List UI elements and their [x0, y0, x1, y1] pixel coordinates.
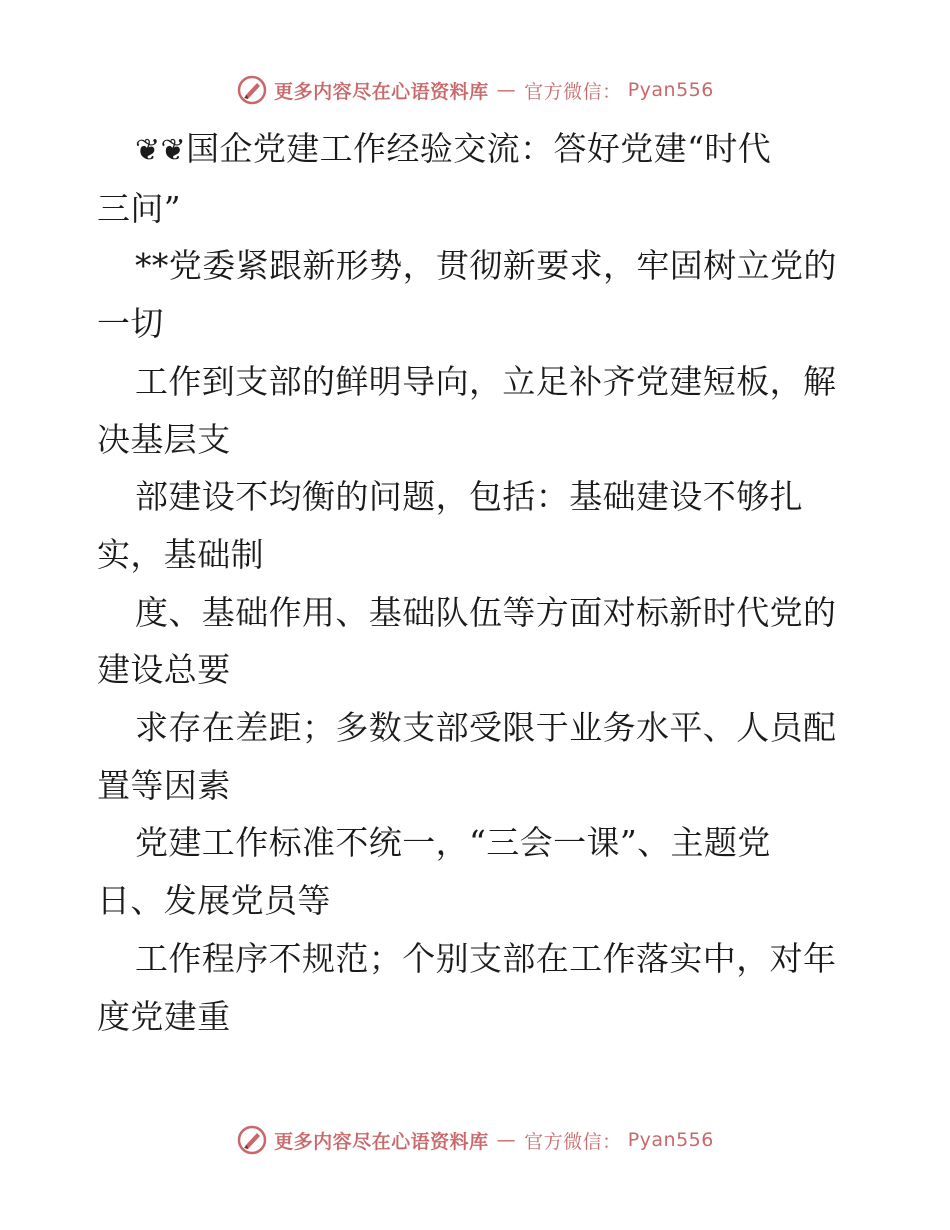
paragraph-line: 度、基础作用、基础队伍等方面对标新时代党的: [135, 592, 837, 632]
paragraph-line: 工作程序不规范；个别支部在工作落实中，对年: [135, 938, 837, 978]
header-watermark: [0, 70, 950, 110]
watermark-text: 更多内容尽在心语资料库: [274, 80, 489, 103]
paragraph-line: **党委紧跟新形势，贯彻新要求，牢固树立党的: [135, 246, 837, 286]
document-body: [97, 120, 857, 1045]
watermark-wechat-id: Pyan556: [627, 79, 714, 101]
paragraph-line: 建设总要: [97, 650, 231, 690]
pen-logo-icon: [236, 74, 268, 106]
document-title-line-1: [97, 120, 857, 180]
pen-logo-icon: [236, 1124, 268, 1156]
watermark-text: 更多内容尽在心语资料库: [274, 1130, 489, 1153]
watermark-wechat-id: Pyan556: [627, 1129, 714, 1151]
paragraph-line: 实，基础制: [97, 534, 264, 574]
paragraph-line: 一切: [97, 304, 164, 344]
document-title-line-2: 三问”: [97, 188, 182, 228]
watermark-wechat-label: 官方微信：: [524, 80, 622, 103]
document-title-text: 国企党建工作经验交流：答好党建“时代: [186, 129, 772, 168]
paragraph-line: 置等因素: [97, 765, 231, 805]
watermark-dash: —: [496, 1129, 517, 1151]
paragraph-line: 部建设不均衡的问题，包括：基础建设不够扎: [135, 477, 803, 517]
paragraph-line: 日、发展党员等: [97, 881, 331, 921]
fleuron-ornament-icon: ❦❦: [135, 133, 187, 168]
paragraph-line: 工作到支部的鲜明导向，立足补齐党建短板，解: [135, 361, 837, 401]
footer-watermark: [0, 1120, 950, 1160]
paragraph-line: 党建工作标准不统一，“三会一课”、主题党: [135, 823, 771, 863]
watermark-wechat-label: 官方微信：: [524, 1130, 622, 1153]
paragraph-line: 决基层支: [97, 419, 231, 459]
watermark-dash: —: [496, 79, 517, 101]
paragraph-line: 求存在差距；多数支部受限于业务水平、人员配: [135, 708, 837, 748]
paragraph-line: 度党建重: [97, 996, 231, 1036]
